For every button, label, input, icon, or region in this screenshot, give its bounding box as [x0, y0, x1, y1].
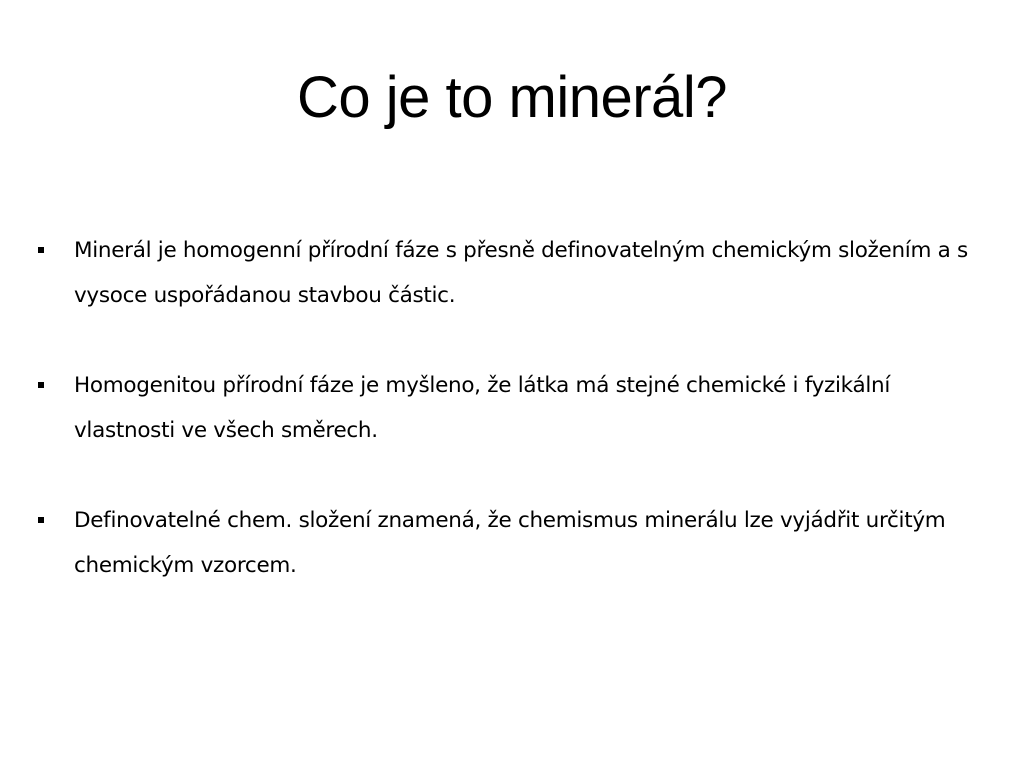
- bullet-item-chemical-composition: [36, 498, 996, 588]
- square-bullet-icon: [38, 247, 44, 253]
- square-bullet-icon: [38, 382, 44, 388]
- bullet-item-homogeneity: [36, 363, 996, 453]
- slide-title: Co je to minerál?: [297, 65, 727, 130]
- bullet-list: [36, 228, 996, 633]
- bullet-text: Definovatelné chem. složení znamená, že chemismus minerálu lze vyjádřit určitým chemickým vzorcem.: [74, 508, 946, 578]
- bullet-text: Homogenitou přírodní fáze je myšleno, že látka má stejné chemické i fyzikální vlastnosti ve všech směrech.: [74, 373, 890, 443]
- bullet-text: Minerál je homogenní přírodní fáze s přesně definovatelným chemickým složením a s vysoce uspořádanou stavbou částic.: [74, 238, 968, 308]
- square-bullet-icon: [38, 517, 44, 523]
- bullet-item-mineral-definition: [36, 228, 996, 318]
